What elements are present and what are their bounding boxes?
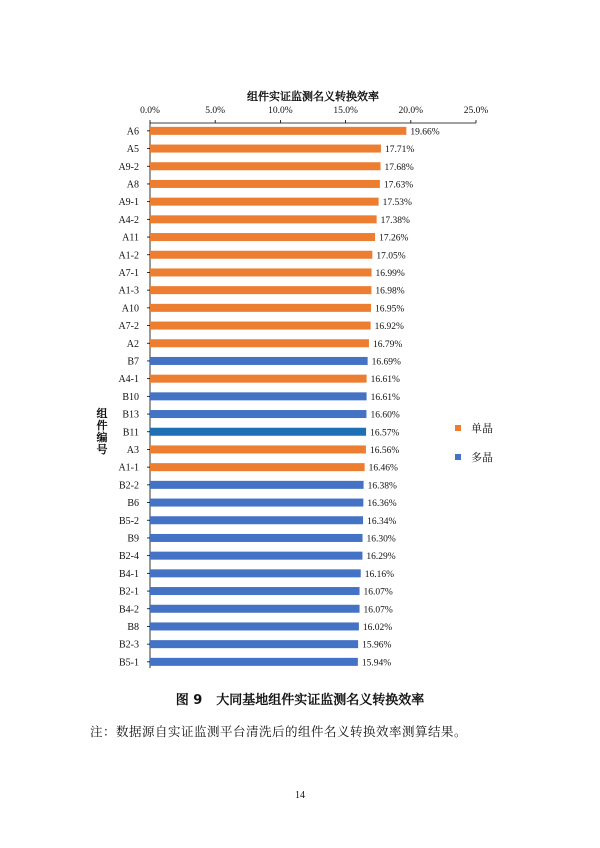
y-tick-label: A9-1: [118, 197, 139, 209]
x-tick-label: 5.0%: [205, 106, 226, 116]
bar: [150, 251, 372, 259]
bar: [150, 534, 363, 542]
bar-value-label: 17.05%: [376, 251, 406, 262]
bar: [150, 357, 368, 365]
y-tick-label: A7-1: [118, 267, 139, 279]
legend-label-multi: 多晶: [471, 451, 493, 464]
bar-value-label: 16.56%: [369, 445, 400, 456]
bar: [150, 127, 406, 135]
y-tick-label: A6: [126, 126, 139, 138]
legend: [455, 420, 493, 478]
bar-value-label: 16.36%: [367, 499, 397, 510]
bar: [150, 516, 363, 524]
bar-value-label: 16.98%: [375, 286, 405, 297]
legend-label-mono: 单晶: [471, 422, 493, 435]
bar: [150, 481, 364, 489]
figure-caption: [0, 689, 600, 708]
bar-value-label: 16.61%: [370, 375, 400, 386]
y-tick-label: A3: [126, 444, 139, 456]
x-tick-label: 0.0%: [140, 106, 160, 116]
x-tick-label: 10.0%: [268, 106, 293, 116]
y-tick-label: B10: [122, 391, 139, 403]
y-tick-label: B9: [127, 533, 139, 545]
y-tick-label: A1-3: [118, 285, 139, 297]
bar: [150, 410, 366, 418]
bar-value-label: 16.46%: [368, 463, 398, 474]
bar: [150, 304, 371, 312]
bar-value-label: 16.30%: [366, 534, 396, 545]
figure-caption-text: 大同基地组件实证监测名义转换效率: [216, 693, 425, 708]
bar-value-label: 16.99%: [375, 268, 405, 279]
y-tick-label: A8: [126, 179, 139, 191]
bar-value-label: 17.26%: [379, 233, 409, 244]
bar: [150, 215, 377, 223]
bar-value-label: 19.66%: [410, 127, 440, 138]
y-tick-label: A1-2: [118, 250, 139, 262]
bar-value-label: 16.57%: [370, 428, 400, 439]
bar-value-label: 15.94%: [361, 658, 392, 669]
y-tick-label: A2: [126, 338, 139, 350]
bar: [150, 463, 365, 471]
bar: [150, 180, 380, 188]
x-tick-label: 15.0%: [333, 106, 358, 116]
bar-value-label: 17.38%: [380, 215, 410, 226]
figure-number: 图 9: [175, 693, 203, 708]
legend-swatch-mono: [455, 425, 461, 431]
bar: [150, 499, 363, 507]
y-tick-label: B4-2: [119, 604, 139, 616]
bar-value-label: 17.68%: [384, 162, 414, 173]
bar-value-label: 16.79%: [372, 339, 403, 350]
bar-value-label: 16.07%: [363, 587, 393, 598]
bar: [150, 658, 358, 666]
bar-value-label: 16.07%: [363, 605, 393, 616]
bar: [150, 375, 367, 383]
bar: [150, 640, 358, 648]
y-tick-label: B4-1: [119, 568, 139, 580]
bar: [150, 392, 367, 400]
bar-value-label: 16.16%: [364, 569, 395, 580]
bar-value-label: 16.69%: [371, 357, 401, 368]
y-tick-label: B8: [127, 621, 139, 633]
bar-value-label: 16.29%: [366, 552, 396, 563]
bar: [150, 286, 371, 294]
bar: [150, 622, 359, 630]
y-tick-label: B2-2: [119, 480, 139, 492]
legend-item-mono: [455, 420, 493, 436]
bar-value-label: 16.38%: [367, 481, 397, 492]
bar-value-label: 17.53%: [382, 198, 412, 209]
bar: [150, 233, 375, 241]
y-tick-label: A4-2: [118, 214, 139, 226]
bar: [150, 198, 379, 206]
footnote: 注：数据源自实证监测平台清洗后的组件名义转换效率测算结果。: [90, 724, 468, 739]
bar-value-label: 15.96%: [362, 640, 392, 651]
bar: [150, 322, 371, 330]
y-axis-title: 组件编号: [96, 407, 108, 456]
y-tick-label: A4-1: [118, 374, 139, 386]
bar-value-label: 16.92%: [374, 322, 404, 333]
bar: [150, 587, 360, 595]
bar: [150, 339, 369, 347]
bar-value-label: 16.60%: [370, 410, 400, 421]
y-tick-label: B5-1: [119, 657, 139, 669]
bar-value-label: 16.95%: [375, 304, 405, 315]
y-tick-label: B2-4: [119, 551, 139, 563]
legend-item-multi: [455, 449, 493, 465]
y-tick-label: B11: [122, 427, 139, 439]
bar: [150, 162, 381, 170]
y-tick-label: A1-1: [118, 462, 139, 474]
y-tick-label: B7: [127, 356, 139, 368]
legend-swatch-multi: [455, 454, 461, 460]
y-tick-label: B5-2: [119, 515, 139, 527]
bar: [150, 268, 372, 276]
bar-value-label: 16.61%: [370, 392, 400, 403]
bar-value-label: 16.02%: [362, 622, 393, 633]
bar: [150, 605, 360, 613]
bar-value-label: 17.63%: [383, 180, 414, 191]
chart-title: 组件实证监测名义转换效率: [247, 90, 379, 103]
y-tick-label: B6: [127, 498, 139, 510]
bar: [150, 145, 381, 153]
y-tick-label: B13: [122, 409, 139, 421]
bar-value-label: 16.34%: [367, 516, 397, 527]
y-tick-label: A5: [126, 144, 139, 156]
y-tick-label: B2-1: [119, 586, 139, 598]
y-tick-label: A9-2: [118, 161, 139, 173]
y-tick-label: B2-3: [119, 639, 139, 651]
bar: [150, 569, 361, 577]
x-tick-label: 20.0%: [398, 106, 424, 116]
y-tick-label: A7-2: [118, 321, 139, 333]
bar: [150, 552, 362, 560]
y-tick-label: A11: [122, 232, 139, 244]
bar-value-label: 17.71%: [384, 145, 415, 156]
page-number: 14: [295, 790, 305, 801]
x-tick-label: 25.0%: [463, 106, 489, 116]
y-tick-label: A10: [121, 303, 139, 315]
bar: [150, 428, 366, 436]
bar: [150, 445, 366, 453]
